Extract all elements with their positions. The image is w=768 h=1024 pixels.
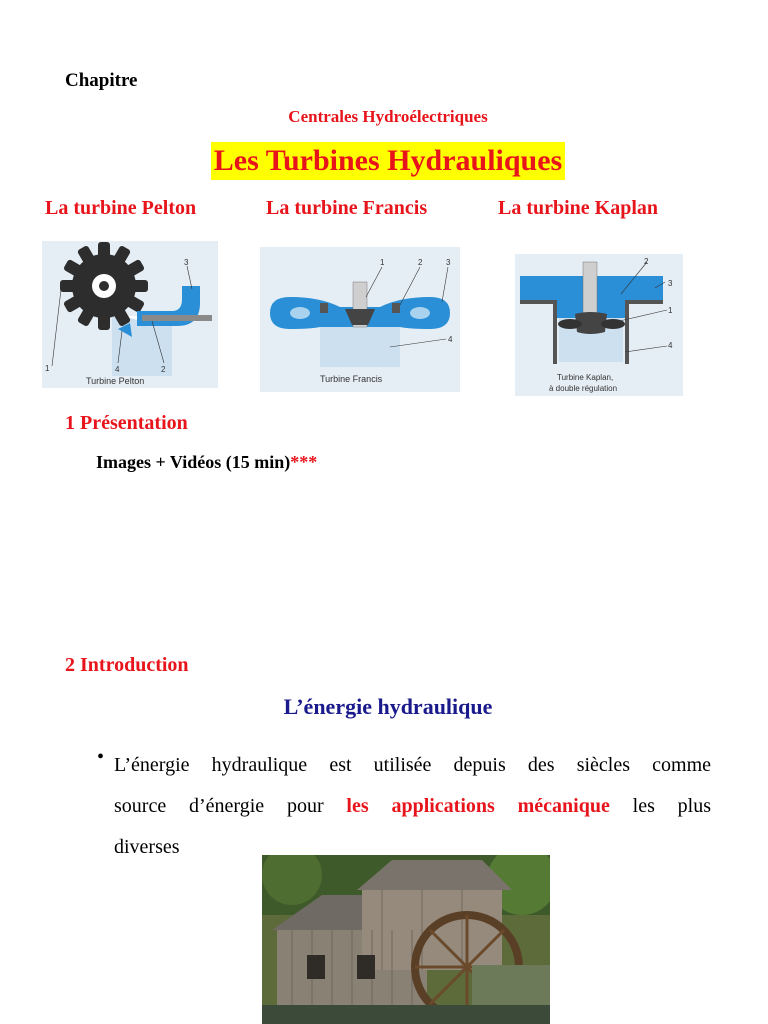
energy-heading: L’énergie hydraulique: [283, 694, 493, 719]
title-wrap: [0, 142, 768, 180]
pelton-label: La turbine Pelton: [45, 197, 197, 219]
kaplan-caption-line1: Turbine Kaplan,: [557, 373, 614, 382]
subtitle: Centrales Hydroélectriques: [288, 107, 488, 126]
bullet-point: •: [97, 746, 105, 768]
kaplan-label: La turbine Kaplan: [498, 197, 659, 219]
paragraph-line-2: [114, 786, 711, 827]
francis-caption: Turbine Francis: [320, 374, 383, 384]
pelton-illustration: [42, 241, 218, 388]
watermill-photo: [262, 855, 550, 1024]
media-text: Images + Vidéos (15 min): [96, 452, 291, 472]
kaplan-callout-2: 2: [644, 257, 649, 266]
pelton-caption: Turbine Pelton: [86, 376, 145, 386]
francis-callout-1: 1: [380, 258, 385, 267]
page-title: Les Turbines Hydrauliques: [211, 142, 565, 180]
media-stars: ***: [290, 452, 318, 472]
francis-callout-2: 2: [418, 258, 423, 267]
intro-paragraph: [114, 745, 711, 868]
paragraph-line-2-end: les plus: [609, 795, 711, 817]
francis-callout-3: 3: [446, 258, 451, 267]
pelton-callout-4: 4: [115, 365, 120, 374]
paragraph-line-2-start: source d’énergie pour: [114, 795, 347, 817]
pelton-callout-3: 3: [184, 258, 189, 267]
kaplan-diagram: [515, 254, 683, 396]
francis-label: La turbine Francis: [266, 197, 428, 219]
pelton-callout-2: 2: [161, 365, 166, 374]
francis-callout-4: 4: [448, 335, 453, 344]
kaplan-caption-line2: à double régulation: [549, 384, 618, 393]
section-presentation: 1 Présentation: [65, 412, 188, 434]
pelton-callout-1: 1: [45, 364, 50, 373]
watermill-illustration: [262, 855, 550, 1024]
pelton-diagram: [42, 241, 218, 388]
kaplan-callout-4: 4: [668, 341, 673, 350]
section-introduction: 2 Introduction: [65, 654, 189, 676]
francis-illustration: [260, 247, 460, 392]
kaplan-illustration: [515, 254, 683, 396]
kaplan-callout-1: 1: [668, 306, 673, 315]
mechanical-applications-highlight: les applications mécanique: [346, 795, 610, 817]
francis-diagram: [260, 247, 460, 392]
chapter-heading: Chapitre: [65, 70, 138, 91]
media-line: [96, 452, 317, 473]
kaplan-callout-3: 3: [668, 279, 673, 288]
paragraph-line-3: diverses: [114, 836, 180, 858]
paragraph-line-1: L’énergie hydraulique est utilisée depuis des siècles comme: [114, 754, 711, 776]
